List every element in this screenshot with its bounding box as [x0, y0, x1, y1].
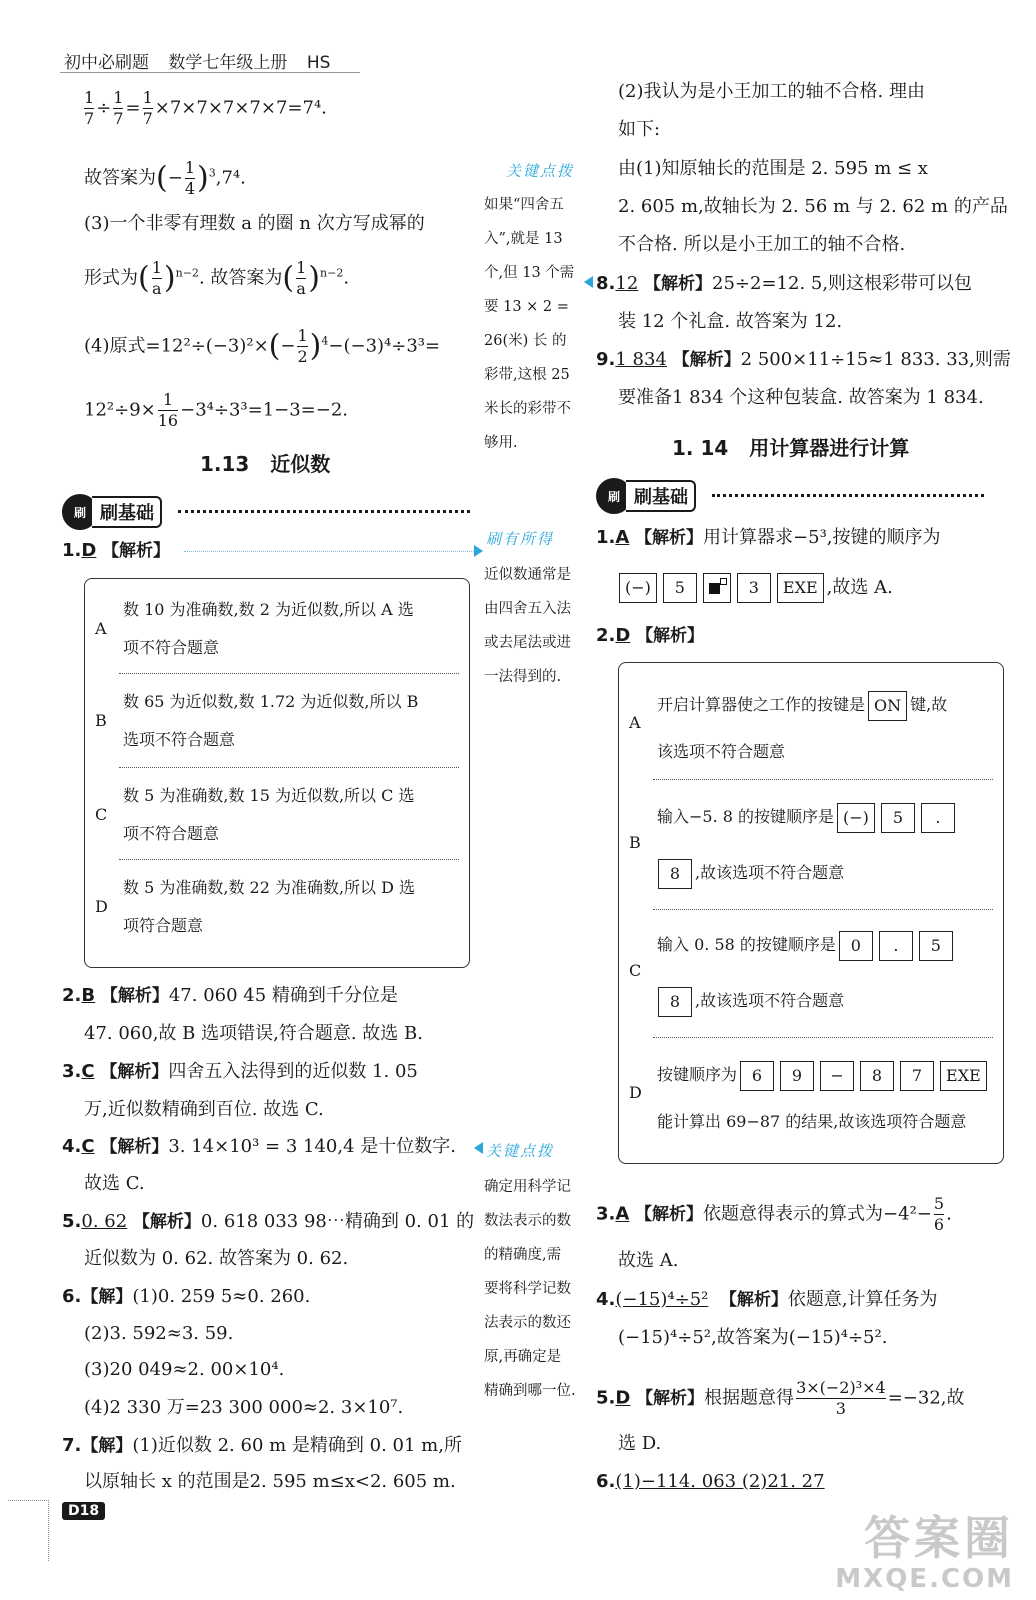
page-corner-mark [8, 1500, 49, 1561]
fraction: $\frac{1}{7}$ [142, 88, 153, 128]
key-8: 8 [658, 987, 692, 1017]
option-letter-b: B [95, 711, 107, 730]
right-q9: 9.1 834 【解析】2 500×11÷15≈1 833. 33,则需 [596, 349, 1011, 370]
option-letter-b: B [629, 833, 641, 852]
right-q8: 8.12 【解析】25÷2=12. 5,则这根彩带可以包 [596, 273, 973, 294]
left-q3-line2: 万,近似数精确到百位. 故选 C. [84, 1099, 324, 1120]
key-negative: (−) [837, 803, 875, 833]
fraction: $\frac{1}{a}$ [296, 258, 307, 298]
badge-basic-left: 刷 刷基础 [62, 494, 162, 530]
key-5: 5 [663, 573, 697, 603]
left-q5-line2: 近似数为 0. 62. 故答案为 0. 62. [84, 1248, 349, 1269]
arrow-left-icon [474, 1142, 483, 1154]
key-6: 6 [740, 1061, 774, 1091]
left-q6-line4: (4)2 330 万=23 300 000≈2. 3×10⁷. [84, 1397, 404, 1418]
right-q4-line2: (−15)⁴÷5²,故答案为(−15)⁴÷5². [618, 1327, 888, 1348]
badge-icon: 刷 [62, 494, 98, 530]
left-line-6: 12²÷9× $\frac{1}{16}$ −3⁴÷3³=1−3=−2. [84, 390, 349, 430]
side-note-3: 确定用科学记 数法表示的数 的精确度,需 要将科学记数 法表示的数还 原,再确定是 精确到哪一位. [484, 1179, 576, 1399]
left-q2: 2.B 【解析】47. 060 45 精确到千分位是 [62, 985, 398, 1006]
key-7: 7 [900, 1061, 934, 1091]
badge-basic-right: 刷 刷基础 [596, 478, 696, 514]
watermark: 答案圈 MXQE.COM [835, 1511, 1014, 1594]
badge-dotted-rule [712, 494, 984, 497]
right-q4: 4.(−15)⁴÷5² 【解析】依题意,计算任务为 [596, 1289, 938, 1310]
badge-dotted-rule [178, 510, 470, 513]
key-decimal: . [921, 803, 955, 833]
arrow-right-icon [474, 545, 483, 557]
right-q2: 2.D 【解析】 [596, 625, 705, 646]
right-line-3: 由(1)知原轴长的范围是 2. 595 m ≤ x [618, 158, 928, 179]
left-line-2: 故答案为(− $\frac{1}{4}$ )$^3$,7⁴. [84, 158, 246, 198]
left-q1: 1.D 【解析】 [62, 540, 171, 561]
right-line-4: 2. 605 m,故轴长为 2. 56 m 与 2. 62 m 的产品 [618, 196, 1008, 217]
left-q6-line2: (2)3. 592≈3. 59. [84, 1323, 234, 1344]
key-on: ON [868, 691, 907, 721]
right-q6: 6.(1)−114. 063 (2)21. 27 [596, 1471, 825, 1492]
arrow-left-icon [584, 276, 593, 288]
right-q9-line2: 要准备1 834 个这种包装盒. 故答案为 1 834. [618, 387, 984, 408]
key-exe: EXE [940, 1061, 987, 1091]
series-name: 初中必刷题 [64, 53, 149, 73]
left-q3: 3.C 【解析】四舍五入法得到的近似数 1. 05 [62, 1061, 418, 1082]
right-line-1: (2)我认为是小王加工的轴不合格. 理由 [618, 81, 925, 102]
option-divider [119, 673, 459, 674]
fraction: $\frac{1}{a}$ [151, 258, 162, 298]
key-exe: EXE [777, 573, 824, 603]
key-minus: − [820, 1061, 854, 1091]
left-q4-line2: 故选 C. [84, 1173, 145, 1194]
key-0: 0 [839, 931, 873, 961]
option-letter-c: C [95, 805, 108, 824]
options-box-2: A 开启计算器使之工作的按键是 ON 键,故 该选项不符合题意 B 输入−5. 8 的按键顺序是 (−) 5 . 8 ,故该选项不符合题意 C 输入 0. 58 的按键顺序是 0 . 5 8 ,故该选项不符合题意 D 按键顺序为 6 9 − 8 7 EXE 能计算出 69−87 的结果,故该选项符合题意 [618, 662, 1004, 1164]
key-5: 5 [881, 803, 915, 833]
section-title-1-14: 1. 14 用计算器进行计算 [672, 436, 910, 460]
key-decimal: . [879, 931, 913, 961]
right-q8-line2: 装 12 个礼盒. 故答案为 12. [618, 311, 843, 332]
right-q1: 1.A 【解析】用计算器求−5³,按键的顺序为 [596, 527, 941, 548]
option-divider [119, 767, 459, 768]
option-divider [653, 779, 993, 780]
side-note-1-title: 关键点拨 [506, 162, 575, 180]
left-line-1: $\frac{1}{7}$ ÷ $\frac{1}{7}$ = $\frac{1}{7}$ ×7×7×7×7×7=7⁴. [84, 88, 327, 128]
fraction: $\frac{5}{6}$ [933, 1194, 945, 1234]
option-divider [119, 859, 459, 860]
key-negative: (−) [619, 573, 657, 603]
right-q3: 3.A 【解析】依题意得表示的算式为−4²− $\frac{5}{6}$ . [596, 1194, 952, 1234]
fraction: $\frac{1}{7}$ [84, 88, 95, 128]
left-q6: 6.【解】(1)0. 259 5≈0. 260. [62, 1286, 311, 1307]
option-letter-a: A [95, 619, 107, 638]
section-title-1-13: 1.13 近似数 [200, 452, 331, 476]
page-number: D18 [62, 1502, 105, 1520]
left-q2-line2: 47. 060,故 B 选项错误,符合题意. 故选 B. [84, 1023, 423, 1044]
fraction: $\frac{1}{7}$ [113, 88, 124, 128]
side-note-2: 近似数通常是 由四舍五入法 或去尾法或进 一法得到的. [484, 567, 571, 685]
edition: HS [306, 53, 331, 73]
option-divider [653, 1037, 993, 1038]
key-8: 8 [860, 1061, 894, 1091]
fraction: $\frac{\text{3×(−2)³×4}}{3}$ [796, 1378, 886, 1418]
side-note-3-title: 关键点拨 [486, 1142, 555, 1160]
left-line-4: 形式为( $\frac{1}{a}$ )$^{n-2}$. 故答案为( $\frac{1}{a}$ )$^{n-2}$. [84, 258, 350, 298]
right-line-5: 不合格. 所以是小王加工的轴不合格. [618, 234, 906, 255]
option-divider [653, 909, 993, 910]
option-letter-d: D [629, 1083, 642, 1102]
header-rule [60, 72, 360, 73]
right-q1-keys: (−) 5 3 EXE ,故选 A. [616, 572, 893, 604]
left-q7: 7.【解】(1)近似数 2. 60 m 是精确到 0. 01 m,所 [62, 1435, 462, 1456]
key-8: 8 [658, 859, 692, 889]
right-q5: 5.D 【解析】根据题意得 $\frac{\text{3×(−2)³×4}}{3}$ =−32,故 [596, 1378, 965, 1418]
key-9: 9 [780, 1061, 814, 1091]
side-note-2-title: 刷有所得 [486, 530, 555, 548]
left-q6-line3: (3)20 049≈2. 00×10⁴. [84, 1359, 285, 1380]
left-line-3: (3)一个非零有理数 a 的圈 n 次方写成幂的 [84, 213, 425, 234]
options-box-1: A 数 10 为准确数,数 2 为近似数,所以 A 选 项不符合题意 B 数 65 为近似数,数 1.72 为近似数,所以 B 选项不符合题意 C 数 5 为准确数,数 15 为近似数,所以 C 选 项不符合题意 D 数 5 为准确数,数 22 为准确数,所以 D 选 项符合题意 [84, 578, 470, 968]
right-q3-line2: 故选 A. [618, 1250, 679, 1271]
page-header [64, 48, 344, 73]
q1-leader-line [184, 551, 474, 552]
right-q5-line2: 选 D. [618, 1433, 662, 1454]
side-note-1: 如果“四舍五 入”,就是 13 个,但 13 个需 要 13 × 2 = 26(米) 长 的 彩带,这根 25 米长的彩带不 够用. [484, 197, 575, 451]
left-q7-line2: 以原轴长 x 的范围是2. 595 m≤x<2. 605 m. [84, 1471, 456, 1492]
badge-icon: 刷 [596, 478, 632, 514]
option-letter-a: A [629, 713, 641, 732]
fraction: $\frac{1}{4}$ [184, 158, 195, 198]
book-name: 数学七年级上册 [168, 53, 288, 73]
left-line-5: (4)原式=12²÷(−3)²×(− $\frac{1}{2}$ )$^4$−(−3)⁴÷3³= [84, 326, 441, 366]
left-q5: 5.0. 62 【解析】0. 618 033 98⋯精确到 0. 01 的 [62, 1211, 475, 1232]
fraction: $\frac{1}{16}$ [157, 390, 179, 430]
key-5: 5 [919, 931, 953, 961]
power-key-icon [703, 573, 731, 603]
fraction: $\frac{1}{2}$ [297, 326, 308, 366]
left-q4: 4.C 【解析】3. 14×10³ = 3 140,4 是十位数字. [62, 1136, 457, 1157]
right-line-2: 如下: [618, 119, 661, 140]
option-letter-d: D [95, 897, 108, 916]
option-letter-c: C [629, 961, 642, 980]
key-3: 3 [737, 573, 771, 603]
